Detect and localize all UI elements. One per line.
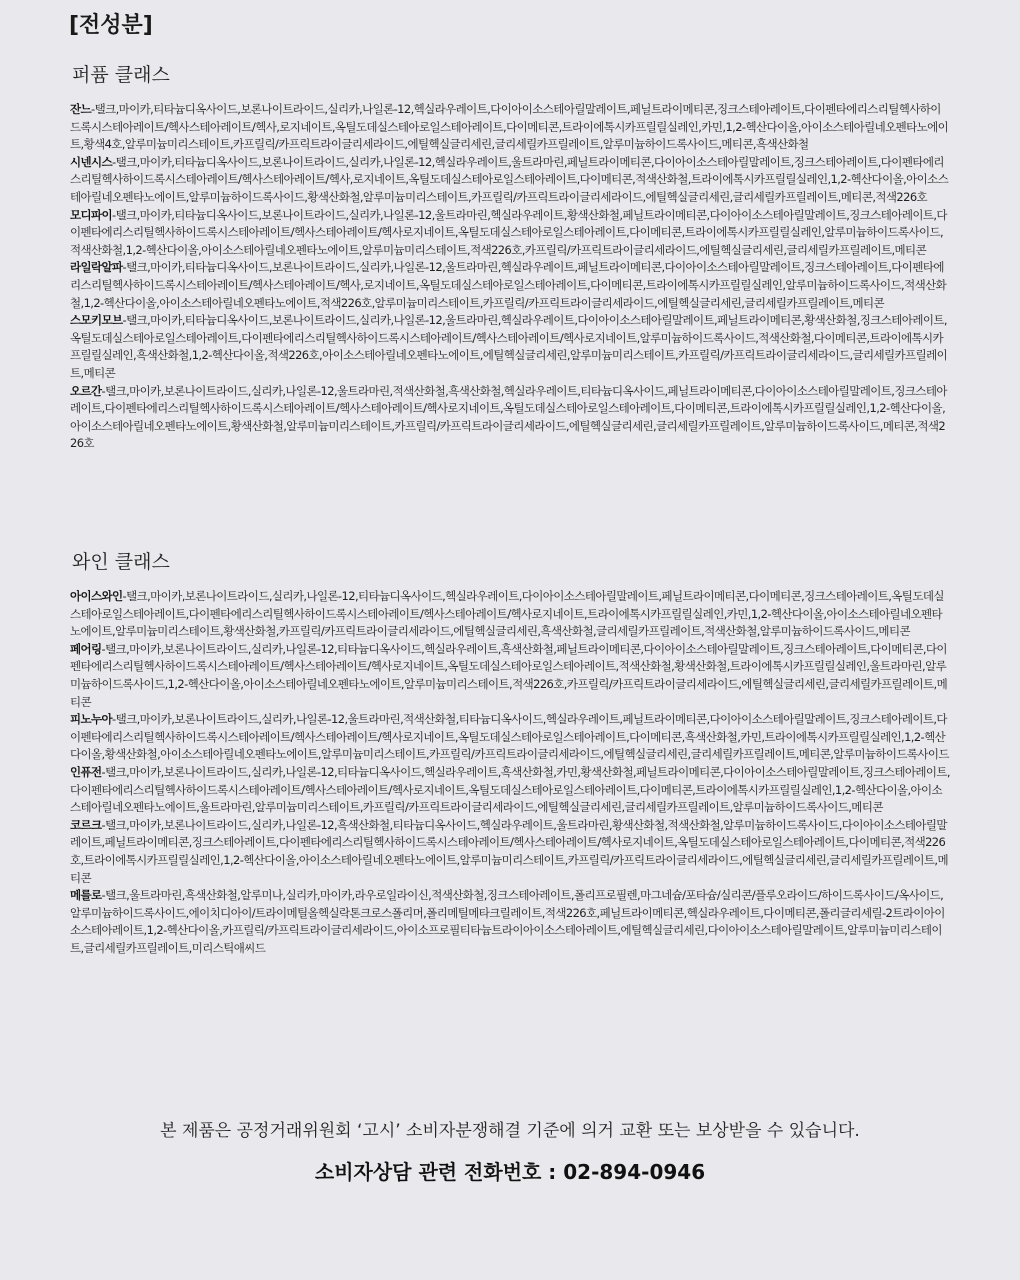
product-name: 라일락알파 <box>70 260 123 275</box>
ingredient-entry-jeanne <box>70 101 950 154</box>
product-name: 인퓨전 <box>70 764 102 779</box>
ingredient-entry-lilac-alpha <box>70 259 950 312</box>
customer-service-phone: 소비자상담 관련 전화번호 : 02-894-0946 <box>314 1160 706 1184</box>
ingredient-entry-smoky-mauve <box>70 312 950 382</box>
product-name: 코르크 <box>70 817 102 832</box>
ingredient-entry-ice-wine <box>70 588 950 641</box>
product-ingredients: -탤크,마이카,티타늄디옥사이드,보론나이트라이드,실리카,나일론-12,헥실라우레이트,다이아이소스테아릴말레이트,페닐트라이메티콘,징크스테아레이트,다이펜타에리스리틸헥사하이드록시스테아레이트/헥사스테아레이트/헥사,로지네이트,옥틸도데실스테아로일스테아레이트,다이메티콘,트라이에톡시카프릴릴실레인,카민,1,2-헥산다이올,아이소스테아릴네오펜타노에이트,황색4호,알루미늄미리스테이트,카프릴릭/카프릭트라이글리세라이드,에틸헥실글리세린,글리세릴카프릴레이트,알루미늄하이드록사이드,메티콘,흑색산화철 <box>70 102 949 152</box>
product-name: 잔느 <box>70 102 92 116</box>
ingredient-list <box>70 588 950 957</box>
product-ingredients: -탤크,마이카,티타늄디옥사이드,보론나이트라이드,실리카,나일론-12,울트라마린,헥실라우레이트,황색산화철,페닐트라이메티콘,다이아이소스테아릴말레이트,징크스테아레이트,다이펜타에리스리틸헥사하이드록시스테아레이트/헥사스테아레이트/헥사로지네이트,옥틸도데실스테아로일스테아레이트,다이메티콘,트라이에톡시카프릴릴실레인,알루미늄하이드록사이드,적색산화철,1,2-헥산다이올,아이소스테아릴네오펜타노에이트,알루미늄미리스테이트,적색226호,카프릴릭/카프릭트라이글리세라이드,에틸헥실글리세린,글리세릴카프릴레이트,메티콘 <box>70 207 947 257</box>
exchange-notice: 본 제품은 공정거래위원회 ‘고시’ 소비자분쟁해결 기준에 의거 교환 또는 보상받을 수 있습니다. <box>160 1121 860 1141</box>
ingredient-entry-cork <box>70 817 950 887</box>
product-name: 아이스와인 <box>70 589 123 603</box>
page-title: [전성분] <box>69 13 153 38</box>
product-ingredients: -탤크,마이카,티타늄디옥사이드,보론나이트라이드,실리카,나일론-12,헥실라우레이트,울트라마린,페닐트라이메티콘,다이아이소스테아릴말레이트,징크스테아레이트,다이펜타에리스리틸헥사하이드록시스테아레이트/헥사스테아레이트/헥사,로지네이트,옥틸도데실스테아로일스테아레이트,다이메티콘,적색산화철,트라이에톡시카프릴릴실레인,1,2-헥산다이올,아이소스테아릴네오펜타노에이트,알루미늄하이드록사이드,황색산화철,알루미늄미리스테이트,카프릴릭/카프릭트라이글리세라이드,에틸헥실글리세린,글리세릴카프릴레이트,메티콘,적색226호 <box>70 154 949 204</box>
product-ingredients: -탤크,울트라마린,흑색산화철,알루미나,실리카,마이카,라우로일라이신,적색산화철,징크스테아레이트,폴리프로필렌,마그네슘/포타슘/실리콘/플루오라이드/하이드록사이드/옥사이드,알루미늄하이드록사이드,에이치디아이/트라이메틸올헥실락톤크로스폴리머,폴리메틸메타크릴레이트,적색226호,페닐트라이메티콘,헥실라우레이트,다이메티콘,폴리글리세릴-2트라이아이소스테아레이트,1,2-헥산다이올,카프릴릭/카프릭트라이글리세라이드,아이소프로필티타늄트라이아이소스테아레이트,에틸헥실글리세린,다이아이소스테아릴말레이트,알루미늄미리스테이트,글리세릴카프릴레이트,미리스틱애씨드 <box>70 888 945 955</box>
product-ingredients: -탤크,마이카,보론나이트라이드,실리카,나일론-12,흑색산화철,티타늄디옥사이드,헥실라우레이트,울트라마린,황색산화철,적색산화철,알루미늄하이드록사이드,다이아이소스테아릴말레이트,페닐트라이메티콘,징크스테아레이트,다이펜타에리스리틸헥사하이드록시스테아레이트/헥사스테아레이트/헥사로지네이트,옥틸도데실스테아로일스테아레이트,다이메티콘,적색226호,트라이에톡시카프릴릴실레인,1,2-헥산다이올,아이소스테아릴네오펜타노에이트,알루미늄미리스테이트,카프릴릭/카프릭트라이글리세라이드,에틸헥실글리세린,글리세릴카프릴레이트,메티콘 <box>70 817 948 885</box>
product-ingredients: -탤크,마이카,보론나이트라이드,실리카,나일론-12,티타늄디옥사이드,헥실라우레이트,다이아이소스테아릴말레이트,페닐트라이메티콘,다이메티콘,징크스테아레이트,옥틸도데실스테아로일스테아레이트,다이펜타에리스리틸헥사하이드록시스테아레이트/헥사스테아레이트/헥사로지네이트,트라이에톡시카프릴릴실레인,카민,1,2-헥산다이올,아이소스테아릴네오펜타노에이트,알루미늄미리스테이트,황색산화철,카프릴릭/카프릭트라이글리세라이드,에틸헥실글리세린,흑색산화철,글리세릴카프릴레이트,적색산화철,알루미늄하이드록사이드,메티콘 <box>70 589 944 639</box>
ingredient-entry-pairing <box>70 641 950 711</box>
product-ingredients: -탤크,마이카,티타늄디옥사이드,보론나이트라이드,실리카,나일론-12,울트라마린,헥실라우레이트,다이아이소스테아릴말레이트,페닐트라이메티콘,황색산화철,징크스테아레이트,옥틸도데실스테아로일스테아레이트,다이펜타에리스리틸헥사하이드록시스테아레이트/헥사스테아레이트/헥사로지네이트,알루미늄하이드록사이드,적색산화철,다이메티콘,트라이에톡시카프릴릴실레인,흑색산화철,1,2-헥산다이올,적색226호,아이소스테아릴네오펜타노에이트,에틸헥실글리세린,알루미늄미리스테이트,카프릴릭/카프릭트라이글리세라이드,글리세릴카프릴레이트,메티콘 <box>70 313 948 380</box>
product-name: 페어링 <box>70 641 102 656</box>
product-ingredients: -탤크,마이카,보론나이트라이드,실리카,나일론-12,울트라마린,적색산화철,흑색산화철,헥실라우레이트,티타늄디옥사이드,페닐트라이메티콘,다이아이소스테아릴말레이트,징크스테아레이트,다이펜타에리스리틸헥사하이드록시스테아레이트/헥사스테아레이트/헥사로지네이트,옥틸도데실스테아로일스테아레이트,다이메티콘,트라이에톡시카프릴릴실레인,1,2-헥산다이올,아이소스테아릴네오펜타노에이트,황색산화철,알루미늄미리스테이트,카프릴릭/카프릭트라이글리세라이드,에틸헥실글리세린,글리세릴카프릴레이트,알루미늄하이드록사이드,메티콘,적색226호 <box>70 383 947 451</box>
ingredient-entry-infusion <box>70 764 950 817</box>
product-ingredients: -탤크,마이카,보론나이트라이드,실리카,나일론-12,티타늄디옥사이드,헥실라우레이트,흑색산화철,카민,황색산화철,페닐트라이메티콘,다이아이소스테아릴말레이트,징크스테아레이트,다이펜타에리스리틸헥사하이드록시스테아레이트/헥사스테아레이트/헥사로지네이트,옥틸도데실스테아로일스테아레이트,다이메티콘,트라이에톡시카프릴릴실레인,1,2-헥산다이올,아이소스테아릴네오펜타노에이트,울트라마린,알루미늄미리스테이트,카프릴릭/카프릭트라이글리세라이드,에틸헥실글리세린,글리세릴카프릴레이트,알루미늄하이드록사이드,메티콘 <box>70 764 950 815</box>
ingredient-entry-modify <box>70 207 950 260</box>
wine-class-section <box>70 547 950 957</box>
ingredient-entry-sinensis <box>70 154 950 207</box>
product-name: 시넨시스 <box>70 154 113 169</box>
perfume-class-section <box>70 60 950 453</box>
product-ingredients: -탤크,마이카,보론나이트라이드,실리카,나일론-12,티타늄디옥사이드,헥실라우레이트,흑색산화철,페닐트라이메티콘,다이아이소스테아릴말레이트,징크스테아레이트,다이메티콘,다이펜타에리스리틸헥사하이드록시스테아레이트/헥사스테아레이트/헥사로지네이트,옥틸도데실스테아로일스테아레이트,적색산화철,황색산화철,트라이에톡시카프릴릴실레인,울트라마린,알루미늄하이드록사이드,1,2-헥산다이올,아이소스테아릴네오펜타노에이트,알루미늄미리스테이트,적색226호,카프릴릭/카프릭트라이글리세라이드,에틸헥실글리세린,글리세릴카프릴레이트,메티콘 <box>70 641 948 709</box>
ingredient-entry-pinot-noir <box>70 711 950 764</box>
ingredient-entry-merlot <box>70 887 950 957</box>
product-name: 피노누아 <box>70 712 113 727</box>
ingredient-entry-organ <box>70 383 950 453</box>
product-ingredients: -탤크,마이카,보론나이트라이드,실리카,나일론-12,울트라마린,적색산화철,티타늄디옥사이드,헥실라우레이트,페닐트라이메티콘,다이아이소스테아릴말레이트,징크스테아레이트,다이펜타에리스리틸헥사하이드록시스테아레이트/헥사스테아레이트/헥사로지네이트,옥틸도데실스테아로일스테아레이트,다이메티콘,흑색산화철,카민,트라이에톡시카프릴릴실레인,1,2-헥산다이올,황색산화철,아이소스테아릴네오펜타노에이트,알루미늄미리스테이트,카프릴릭/카프릭트라이글리세라이드,에틸헥실글리세린,글리세릴카프릴레이트,메티콘,알루미늄하이드록사이드 <box>70 712 949 762</box>
product-name: 모디파이 <box>70 207 113 222</box>
product-name: 스모키모브 <box>70 313 123 328</box>
section-heading: 와인 클래스 <box>72 551 170 573</box>
product-ingredients: -탤크,마이카,티타늄디옥사이드,보론나이트라이드,실리카,나일론-12,울트라마린,헥실라우레이트,페닐트라이메티콘,다이아이소스테아릴말레이트,징크스테아레이트,다이펜타에리스리틸헥사하이드록시스테아레이트/헥사스테아레이트/헥사,로지네이트,옥틸도데실스테아로일스테아레이트,다이메티콘,트라이에톡시카프릴릴실레인,알루미늄하이드록사이드,적색산화철,1,2-헥산다이올,아이소스테아릴네오펜타노에이트,적색226호,알루미늄미리스테이트,카프릴릭/카프릭트라이글리세라이드,에틸헥실글리세린,글리세릴카프릴레이트,메티콘 <box>70 260 947 310</box>
ingredient-list <box>70 101 950 453</box>
product-name: 오르간 <box>70 383 102 398</box>
product-name: 메를로 <box>70 888 102 903</box>
section-heading: 퍼퓸 클래스 <box>72 64 170 86</box>
